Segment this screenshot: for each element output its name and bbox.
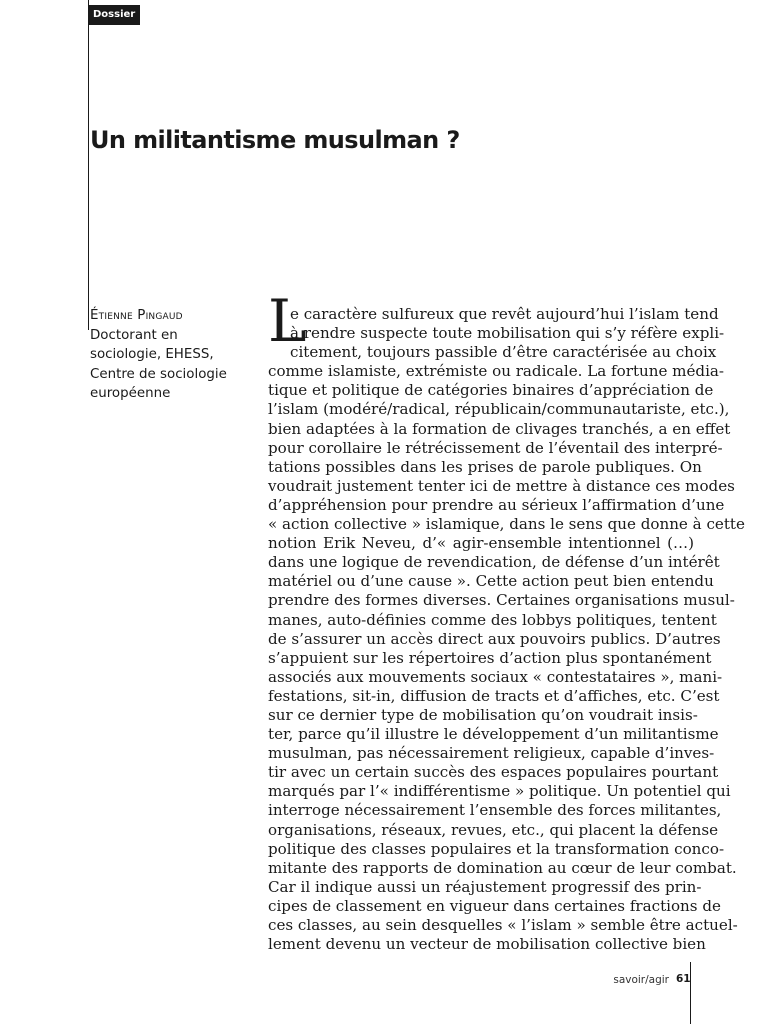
author-affiliation-line: sociologie, EHESS, — [90, 347, 214, 362]
body-line: sur ce dernier type de mobilisation qu’on voudrait insis- — [268, 705, 698, 724]
body-line: tations possibles dans les prises de parole publiques. On — [268, 457, 702, 476]
body-line: cipes de classement en vigueur dans certaines fractions de — [268, 896, 721, 915]
author-affiliation-line: européenne — [90, 386, 171, 401]
body-line: ter, parce qu’il illustre le développement d’un militantisme — [268, 725, 719, 744]
author-affiliation-line: Doctorant en — [90, 327, 178, 343]
page-number: 61 — [676, 973, 691, 985]
body-line: bien adaptées à la formation de clivages tranchés, a en effet — [268, 419, 731, 438]
body-line: tir avec un certain succès des espaces populaires pourtant — [268, 763, 719, 782]
body-line: lement devenu un vecteur de mobilisation collective bien — [268, 935, 706, 954]
author-name: Étienne Pingaud — [90, 308, 183, 323]
body-line: notion Erik Neveu, d’« agir-ensemble intentionnel (…) — [268, 534, 694, 553]
body-line: citement, toujours passible d’être caractérisée au choix — [290, 343, 717, 362]
body-line: Car il indique aussi un réajustement progressif des prin- — [268, 877, 702, 896]
drop-cap: L — [268, 287, 307, 355]
body-line: manes, auto-définies comme des lobbys politiques, tentent — [268, 610, 717, 629]
left-vertical-rule — [88, 0, 89, 330]
body-line: politique des classes populaires et la transformation conco- — [268, 839, 725, 858]
body-line: e caractère sulfureux que revêt aujourd’hui l’islam tend — [290, 305, 719, 323]
footer-vertical-rule — [690, 962, 691, 1024]
body-line: interroge nécessairement l’ensemble des forces militantes, — [268, 801, 722, 820]
section-tag: Dossier — [88, 5, 140, 25]
body-line: associés aux mouvements sociaux « contestataires », mani- — [268, 667, 723, 686]
body-line: voudrait justement tenter ici de mettre à distance ces modes — [268, 476, 735, 495]
body-line: à rendre suspecte toute mobilisation qui s’y réfère expli- — [290, 324, 725, 343]
body-line: musulman, pas nécessairement religieux, capable d’inves- — [268, 744, 715, 763]
author-affiliation-line: Centre de sociologie — [90, 366, 227, 382]
body-line: mitante des rapports de domination au cœur de leur combat. — [268, 858, 737, 877]
footer-journal-name: savoir/agir — [613, 974, 669, 986]
author-block — [90, 306, 250, 404]
body-line: d’appréhension pour prendre au sérieux l’affirmation d’une — [268, 495, 725, 514]
body-line: marqués par l’« indifférentisme » politique. Un potentiel qui — [268, 782, 731, 801]
body-line: « action collective » islamique, dans le sens que donne à cette — [268, 515, 745, 534]
body-line: de s’assurer un accès direct aux pouvoirs publics. D’autres — [268, 629, 721, 648]
body-line: dans une logique de revendication, de défense d’un intérêt — [268, 553, 720, 572]
body-line: prendre des formes diverses. Certaines organisations musul- — [268, 591, 735, 610]
body-line: s’appuient sur les répertoires d’action plus spontanément — [268, 648, 712, 667]
body-line: comme islamiste, extrémiste ou radicale. La fortune média- — [268, 362, 725, 381]
article-body — [268, 305, 745, 954]
body-line: matériel ou d’une cause ». Cette action peut bien entendu — [268, 572, 714, 591]
body-line: ces classes, au sein desquelles « l’islam » semble être actuel- — [268, 916, 738, 934]
body-line: organisations, réseaux, revues, etc., qui placent la défense — [268, 820, 719, 839]
body-line: tique et politique de catégories binaires d’appréciation de — [268, 381, 714, 400]
body-line: l’islam (modéré/radical, républicain/communautariste, etc.), — [268, 400, 730, 419]
body-line: festations, sit-in, diffusion de tracts et d’affiches, etc. C’est — [268, 686, 720, 705]
article-title: Un militantisme musulman ? — [90, 126, 460, 154]
body-line: pour corollaire le rétrécissement de l’éventail des interpré- — [268, 438, 723, 457]
